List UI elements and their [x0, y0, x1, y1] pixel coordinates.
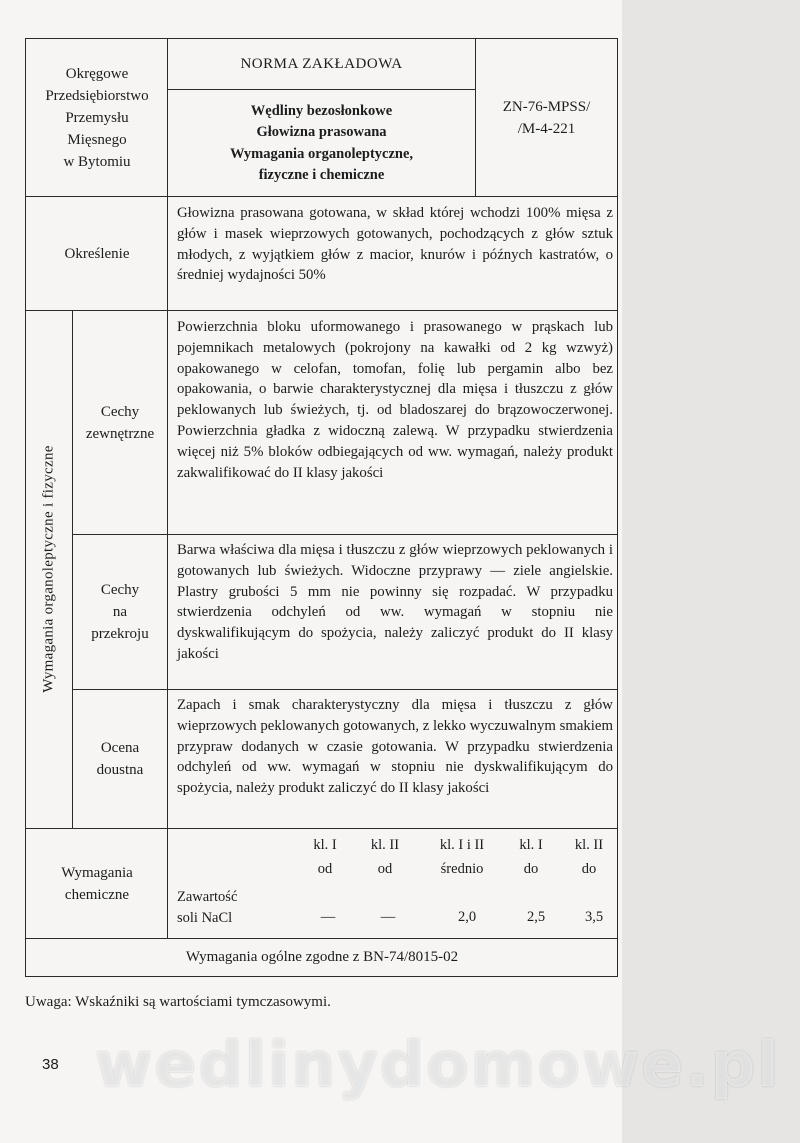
definition-label: Określenie: [64, 245, 130, 262]
col-header-mode: średnio: [440, 861, 484, 877]
general-requirements: Wymagania ogólne zgodne z BN-74/8015-02: [185, 949, 459, 965]
norm-title: NORMA ZAKŁADOWA: [240, 56, 403, 72]
col-header-class: kl. II: [370, 837, 400, 853]
border-bottom: [25, 976, 618, 977]
col-header-mode: do: [523, 861, 539, 877]
norm-code: ZN-76-MPSS/ /M-4-221: [502, 99, 591, 137]
definition-text: Głowizna prasowana gotowana, w skład której wchodzi 100% mięsa z głów i masek wieprzowych gotowanych, pochodzących z głów sztuk młodych, z wyjątkiem głów z macior, knurów i późnych kastratów, o średniej wydajności 50%: [177, 205, 613, 284]
organization-name: Okręgowe Przedsiębiorstwo Przemysłu Mięsnego w Bytomiu: [45, 66, 149, 170]
salt-value: 2,5: [526, 909, 546, 925]
external-features-text: Powierzchnia bloku uformowanego i prasowanego w prąskach lub pojemnikach metalowych (pokrojony na kawałki od 2 kg wzwyż) opakowanego w celofan, tomofan, folię lub pergamin albo bez opakowania, o barwie charakterystycznej dla mięsa i tłuszczu z głów peklowanych lub świeżych, tj. od bladoszarej do brązowoczerwonej. Powierzchnia gładka z widoczną zalewą. W przypadku stwierdzenia więcej niż 5% bloków odbiegających od ww. wymagań, należy produkt zakwalifikować do II klasy jakości: [177, 319, 613, 481]
salt-value: —: [380, 909, 396, 925]
col-header-class: kl. I: [313, 837, 337, 853]
taste-label: Ocena doustna: [96, 740, 144, 778]
salt-value: 2,0: [457, 909, 477, 925]
border-right: [617, 38, 618, 977]
page-number: 38: [42, 1056, 59, 1073]
salt-value: —: [320, 909, 336, 925]
external-features-label: Cechy zewnętrzne: [85, 403, 155, 442]
watermark: wedlinydomowe.pl: [95, 1028, 781, 1101]
taste-text: Zapach i smak charakterystyczny dla mięsa i tłuszczu z głów wieprzowych peklowanych gotowanych, z lekko wyczuwalnym smakiem przypraw dodanych w czasie gotowania. W przypadku stwierdzenia odchyleń od ww. wymagań w stopniu nie dyskwalifikującym do spożycia, należy produkt zaliczyć do II klasy jakości: [177, 697, 613, 797]
col-header-mode: od: [377, 861, 393, 877]
cross-section-label: Cechy na przekroju: [91, 582, 149, 642]
salt-value: 3,5: [584, 909, 604, 925]
col-header-class: kl. I: [519, 837, 543, 853]
col-header-class: kl. II: [574, 837, 604, 853]
salt-row-label: Zawartość soli NaCl: [177, 889, 238, 926]
cross-section-text: Barwa właściwa dla mięsa i tłuszczu z głów wieprzowych peklowanych i gotowanych lub świeżych. Widoczne przyprawy — ziele angielskie. Plastry grubości 5 mm nie powinny się rozpadać. W przypadku stwierdzenia odchyleń od ww. wymagań w stopniu nie dyskwalifikującym do spożycia, należy zaliczyć produkt do II klasy jakości: [177, 542, 613, 662]
col-header-class: kl. I i II: [439, 837, 485, 853]
organoleptic-group-label: Wymagania organoleptyczne i fizyczne: [40, 444, 56, 693]
page-edge: [622, 0, 800, 1143]
chemical-label: Wymagania chemiczne: [61, 864, 133, 903]
col-header-mode: od: [317, 861, 333, 877]
footnote: Uwaga: Wskaźniki są wartościami tymczasowymi.: [25, 994, 331, 1010]
product-title: Wędliny bezosłonkowe Głowizna prasowana Wymagania organoleptyczne, fizyczne i chemiczne: [229, 102, 414, 183]
label-col-divider: [167, 196, 168, 938]
norm-table: [25, 38, 618, 977]
col-header-mode: do: [581, 861, 597, 877]
